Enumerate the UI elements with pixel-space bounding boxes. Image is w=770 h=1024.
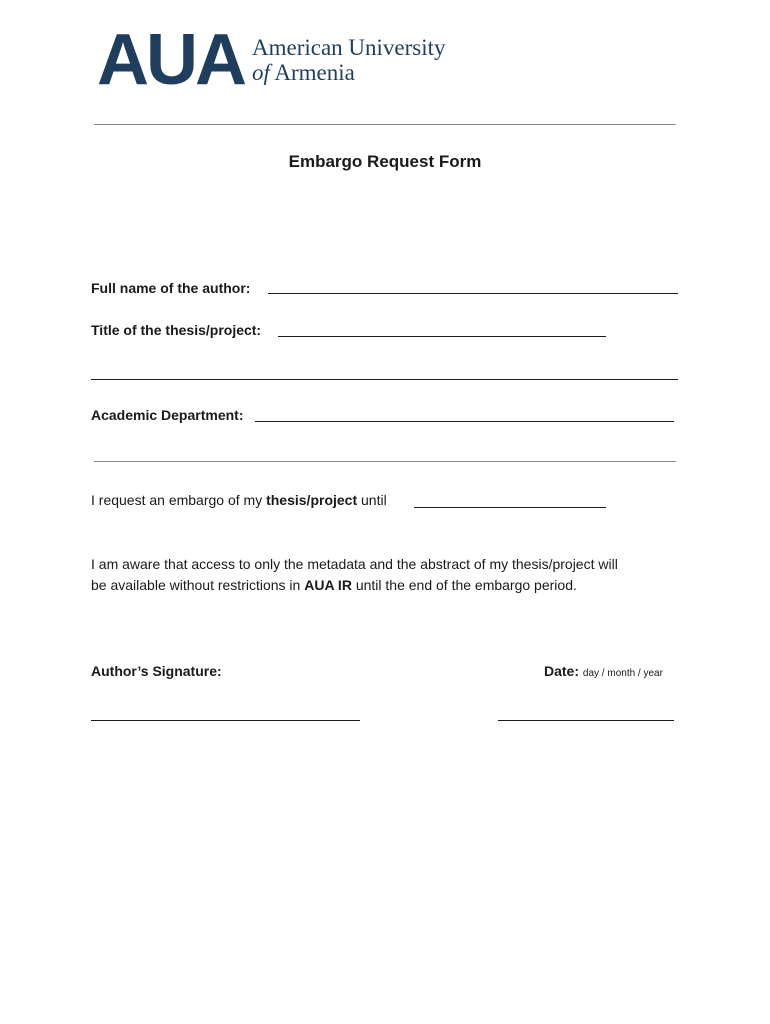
thesis-title-field[interactable] xyxy=(278,336,606,337)
embargo-statement xyxy=(91,490,387,511)
awareness-line-1: I am aware that access to only the metadata and the abstract of my thesis/project will xyxy=(91,556,618,572)
date-format-hint: day / month / year xyxy=(582,668,663,679)
section-divider xyxy=(94,461,676,462)
signature-field[interactable] xyxy=(91,720,360,721)
embargo-bold: thesis/project xyxy=(266,492,358,508)
awareness-prefix: be available without restrictions in xyxy=(91,577,305,593)
date-label: Date: xyxy=(544,663,580,679)
department-label: Academic Department: xyxy=(91,407,244,423)
date-field[interactable] xyxy=(498,720,674,721)
author-name-field[interactable] xyxy=(268,293,678,294)
awareness-bold: AUA IR xyxy=(304,577,352,593)
logo-line-2 xyxy=(252,60,446,85)
aua-logo xyxy=(97,20,446,100)
logo-of: of xyxy=(252,60,270,85)
awareness-line-2 xyxy=(91,575,577,596)
embargo-suffix: until xyxy=(357,492,387,508)
logo-line-1: American University xyxy=(252,35,446,60)
embargo-until-field[interactable] xyxy=(414,507,606,508)
signature-label: Author’s Signature: xyxy=(91,663,222,679)
logo-mark: AUA xyxy=(97,20,244,100)
logo-wordmark xyxy=(252,35,446,85)
author-name-label: Full name of the author: xyxy=(91,280,251,296)
form-title: Embargo Request Form xyxy=(288,152,482,171)
thesis-title-field-continued[interactable] xyxy=(91,379,678,380)
department-field[interactable] xyxy=(255,421,674,422)
logo-armenia: Armenia xyxy=(269,60,355,85)
date-label-group xyxy=(544,662,663,683)
header-divider xyxy=(94,124,676,125)
embargo-prefix: I request an embargo of my xyxy=(91,492,267,508)
awareness-suffix: until the end of the embargo period. xyxy=(351,577,577,593)
thesis-title-label: Title of the thesis/project: xyxy=(91,322,262,338)
